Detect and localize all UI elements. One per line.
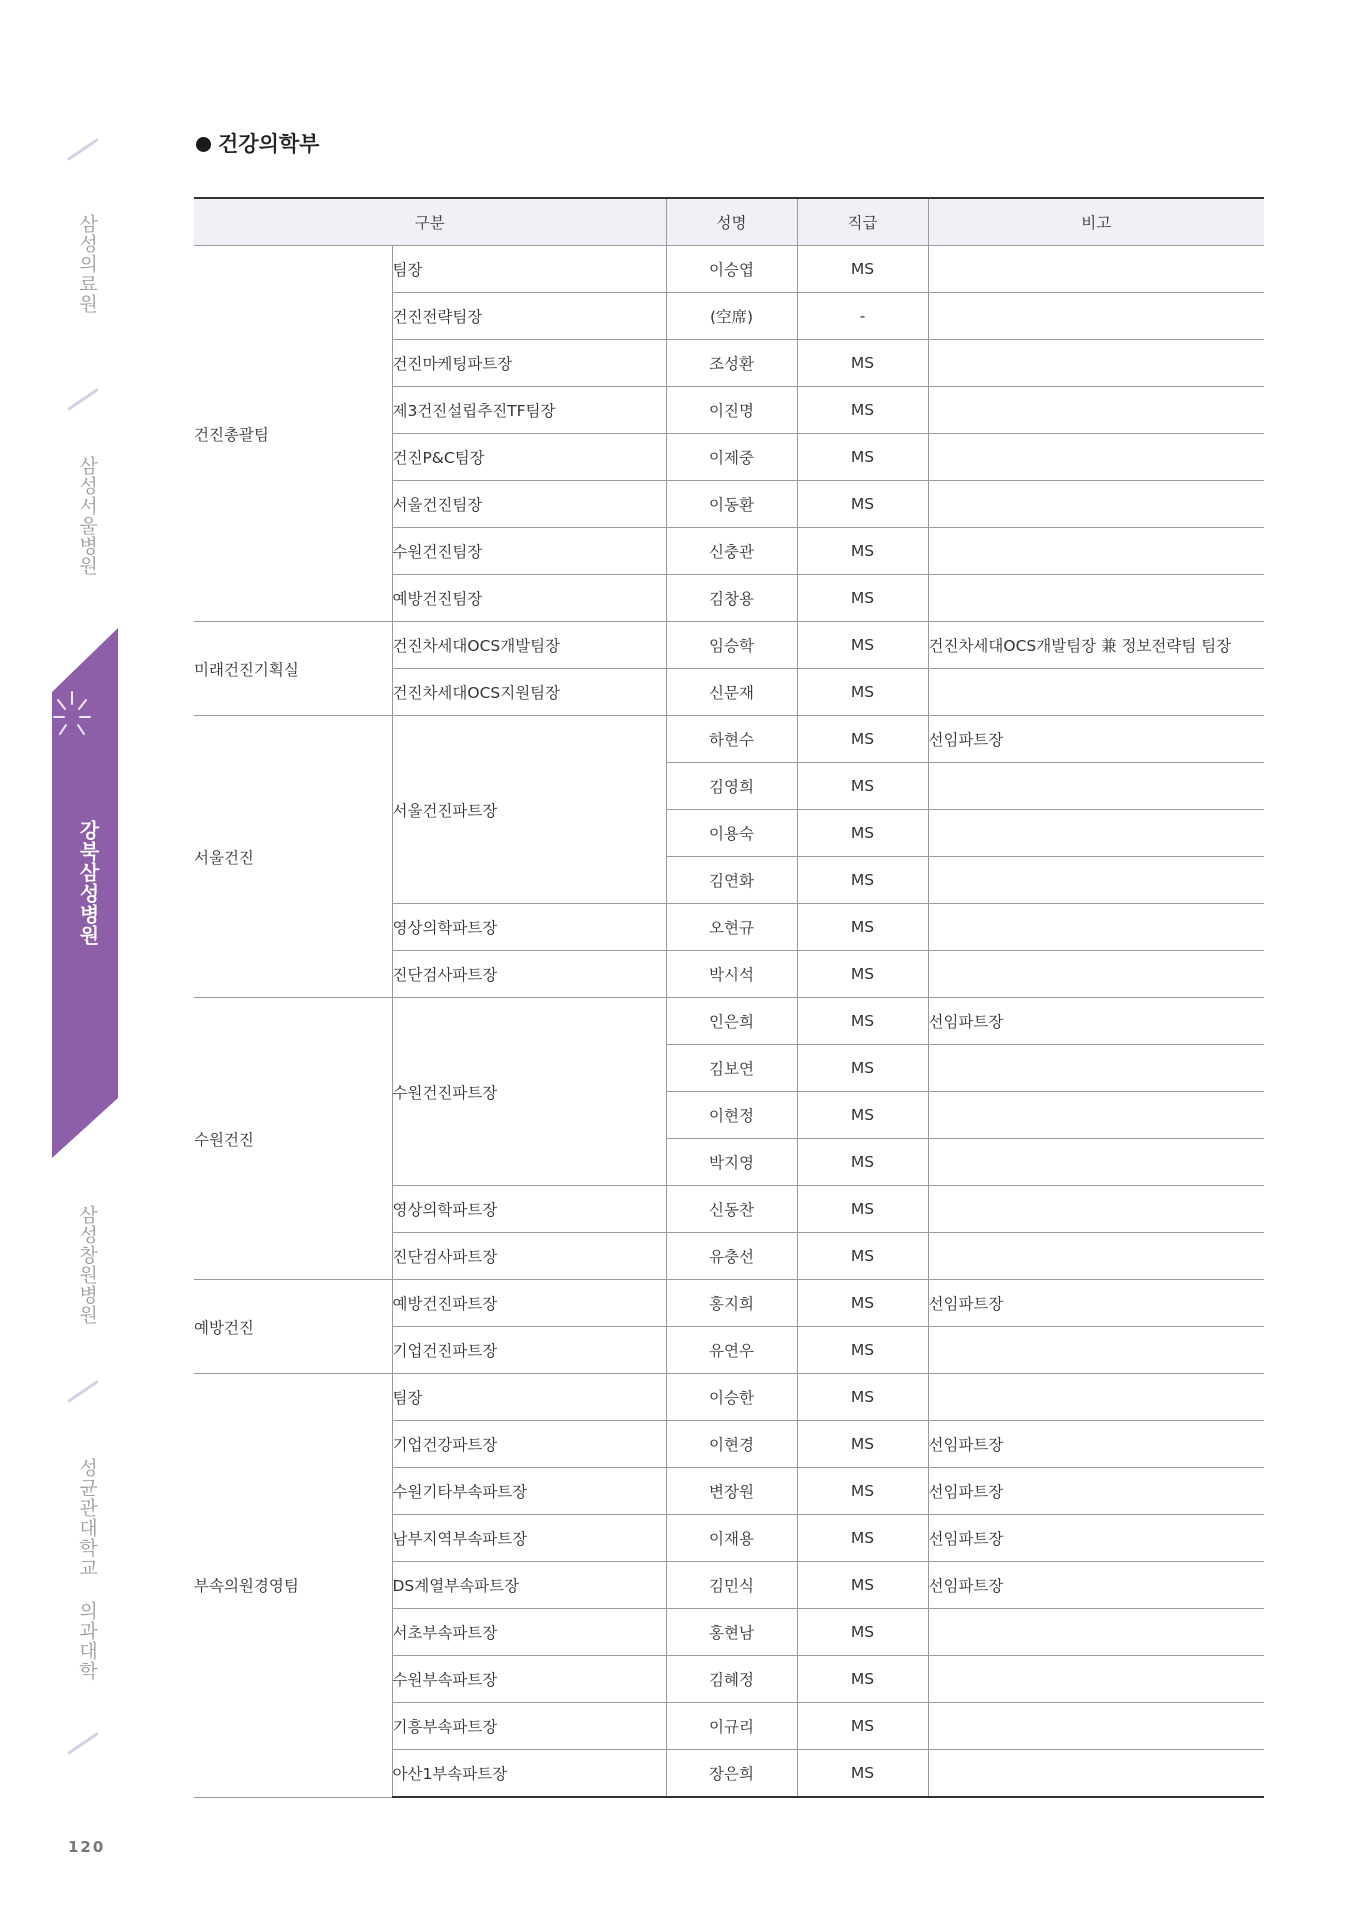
sidebar-item-kangbuk-samsung-hospital[interactable]: 강북삼성병원 xyxy=(76,820,100,946)
sub-cell: 팀장 xyxy=(392,1374,666,1421)
rank-cell: MS xyxy=(797,669,928,716)
note-cell xyxy=(928,1186,1264,1233)
name-cell: 인은희 xyxy=(666,998,797,1045)
name-cell: 이동환 xyxy=(666,481,797,528)
note-cell xyxy=(928,857,1264,904)
rank-cell: MS xyxy=(797,246,928,293)
rank-cell: MS xyxy=(797,1092,928,1139)
note-cell xyxy=(928,810,1264,857)
sub-cell: 건진차세대OCS개발팀장 xyxy=(392,622,666,669)
rank-cell: MS xyxy=(797,716,928,763)
sidebar-item-skku-school-of-medicine[interactable]: 성균관대학교 의과대학 xyxy=(76,1458,98,1681)
dept-cell: 부속의원경영팀 xyxy=(194,1374,392,1798)
sub-cell: 제3건진설립추진TF팀장 xyxy=(392,387,666,434)
table-row xyxy=(194,1280,1264,1327)
rank-cell: MS xyxy=(797,998,928,1045)
rank-cell: MS xyxy=(797,481,928,528)
name-cell: 김영희 xyxy=(666,763,797,810)
rank-cell: MS xyxy=(797,1186,928,1233)
name-cell: 홍지희 xyxy=(666,1280,797,1327)
note-cell xyxy=(928,1609,1264,1656)
name-cell: 김창용 xyxy=(666,575,797,622)
burst-icon xyxy=(52,690,92,740)
name-cell: 신충관 xyxy=(666,528,797,575)
name-cell: 김연화 xyxy=(666,857,797,904)
note-cell: 선임파트장 xyxy=(928,998,1264,1045)
sub-cell: 수원부속파트장 xyxy=(392,1656,666,1703)
table-row xyxy=(194,246,1264,293)
name-cell: 이승한 xyxy=(666,1374,797,1421)
note-cell xyxy=(928,340,1264,387)
header-rank: 직급 xyxy=(797,198,928,246)
section-title xyxy=(196,128,319,158)
note-cell xyxy=(928,1092,1264,1139)
sub-cell: 서울건진파트장 xyxy=(392,716,666,904)
rank-cell: MS xyxy=(797,1374,928,1421)
note-cell xyxy=(928,1750,1264,1798)
note-cell xyxy=(928,1045,1264,1092)
slash-divider-icon xyxy=(67,1732,99,1755)
rank-cell: MS xyxy=(797,857,928,904)
note-cell xyxy=(928,481,1264,528)
rank-cell: MS xyxy=(797,904,928,951)
name-cell: 홍현남 xyxy=(666,1609,797,1656)
name-cell: 신동찬 xyxy=(666,1186,797,1233)
name-cell: 이규리 xyxy=(666,1703,797,1750)
name-cell: 변장원 xyxy=(666,1468,797,1515)
rank-cell: MS xyxy=(797,528,928,575)
table-header-row xyxy=(194,198,1264,246)
sidebar-item-samsung-medical-center[interactable]: 삼성의료원 xyxy=(76,214,98,314)
sub-cell: 건진전략팀장 xyxy=(392,293,666,340)
note-cell: 선임파트장 xyxy=(928,1562,1264,1609)
note-cell: 선임파트장 xyxy=(928,1468,1264,1515)
name-cell: 이제중 xyxy=(666,434,797,481)
note-cell: 선임파트장 xyxy=(928,716,1264,763)
name-cell: 박지영 xyxy=(666,1139,797,1186)
name-cell: 박시석 xyxy=(666,951,797,998)
rank-cell: MS xyxy=(797,1139,928,1186)
note-cell xyxy=(928,1703,1264,1750)
sub-cell: 건진P&C팀장 xyxy=(392,434,666,481)
dept-cell: 건진총괄팀 xyxy=(194,246,392,622)
sub-cell: 진단검사파트장 xyxy=(392,951,666,998)
sub-cell: 남부지역부속파트장 xyxy=(392,1515,666,1562)
name-cell: 조성환 xyxy=(666,340,797,387)
rank-cell: - xyxy=(797,293,928,340)
sub-cell: 예방건진파트장 xyxy=(392,1280,666,1327)
sub-cell: 기업건진파트장 xyxy=(392,1327,666,1374)
name-cell: 이현경 xyxy=(666,1421,797,1468)
name-cell: (空席) xyxy=(666,293,797,340)
sub-cell: 기흥부속파트장 xyxy=(392,1703,666,1750)
sidebar-item-samsung-seoul-hospital[interactable]: 삼성서울병원 xyxy=(76,456,98,576)
rank-cell: MS xyxy=(797,622,928,669)
rank-cell: MS xyxy=(797,1280,928,1327)
name-cell: 이재용 xyxy=(666,1515,797,1562)
rank-cell: MS xyxy=(797,1656,928,1703)
rank-cell: MS xyxy=(797,1703,928,1750)
name-cell: 오현규 xyxy=(666,904,797,951)
note-cell xyxy=(928,763,1264,810)
sub-cell: 진단검사파트장 xyxy=(392,1233,666,1280)
section-title-text: 건강의학부 xyxy=(218,132,320,156)
rank-cell: MS xyxy=(797,1609,928,1656)
sub-cell: 서울건진팀장 xyxy=(392,481,666,528)
note-cell xyxy=(928,904,1264,951)
note-cell xyxy=(928,1656,1264,1703)
note-cell xyxy=(928,246,1264,293)
name-cell: 장은희 xyxy=(666,1750,797,1798)
rank-cell: MS xyxy=(797,951,928,998)
sub-cell: 수원건진파트장 xyxy=(392,998,666,1186)
dept-cell: 예방건진 xyxy=(194,1280,392,1374)
rank-cell: MS xyxy=(797,1750,928,1798)
name-cell: 이현정 xyxy=(666,1092,797,1139)
slash-divider-icon xyxy=(67,138,99,161)
sub-cell: DS계열부속파트장 xyxy=(392,1562,666,1609)
note-cell xyxy=(928,434,1264,481)
name-cell: 김혜정 xyxy=(666,1656,797,1703)
name-cell: 신문재 xyxy=(666,669,797,716)
header-category: 구분 xyxy=(194,198,666,246)
dept-cell: 서울건진 xyxy=(194,716,392,998)
side-navigation xyxy=(0,0,130,1920)
name-cell: 유충선 xyxy=(666,1233,797,1280)
note-cell xyxy=(928,575,1264,622)
page-number: 120 xyxy=(68,1838,106,1856)
note-cell xyxy=(928,293,1264,340)
name-cell: 김보연 xyxy=(666,1045,797,1092)
rank-cell: MS xyxy=(797,810,928,857)
name-cell: 임승학 xyxy=(666,622,797,669)
bullet-icon xyxy=(196,137,211,152)
rank-cell: MS xyxy=(797,1562,928,1609)
note-cell: 선임파트장 xyxy=(928,1515,1264,1562)
name-cell: 김민식 xyxy=(666,1562,797,1609)
sub-cell: 예방건진팀장 xyxy=(392,575,666,622)
sub-cell: 기업건강파트장 xyxy=(392,1421,666,1468)
header-name: 성명 xyxy=(666,198,797,246)
note-cell: 선임파트장 xyxy=(928,1421,1264,1468)
rank-cell: MS xyxy=(797,575,928,622)
table-row xyxy=(194,716,1264,763)
dept-cell: 미래건진기획실 xyxy=(194,622,392,716)
sub-cell: 건진차세대OCS지원팀장 xyxy=(392,669,666,716)
note-cell xyxy=(928,1374,1264,1421)
table-row xyxy=(194,998,1264,1045)
sub-cell: 건진마케팅파트장 xyxy=(392,340,666,387)
rank-cell: MS xyxy=(797,1515,928,1562)
note-cell: 건진차세대OCS개발팀장 兼 정보전략팀 팀장 xyxy=(928,622,1264,669)
sidebar-item-samsung-changwon-hospital[interactable]: 삼성창원병원 xyxy=(76,1205,98,1325)
note-cell xyxy=(928,669,1264,716)
sub-cell: 아산1부속파트장 xyxy=(392,1750,666,1798)
name-cell: 이진명 xyxy=(666,387,797,434)
rank-cell: MS xyxy=(797,1233,928,1280)
sub-cell: 영상의학파트장 xyxy=(392,1186,666,1233)
name-cell: 유연우 xyxy=(666,1327,797,1374)
rank-cell: MS xyxy=(797,1468,928,1515)
org-table xyxy=(194,197,1264,1798)
name-cell: 하현수 xyxy=(666,716,797,763)
rank-cell: MS xyxy=(797,1421,928,1468)
note-cell: 선임파트장 xyxy=(928,1280,1264,1327)
note-cell xyxy=(928,1233,1264,1280)
name-cell: 이승엽 xyxy=(666,246,797,293)
table-row xyxy=(194,622,1264,669)
rank-cell: MS xyxy=(797,763,928,810)
note-cell xyxy=(928,528,1264,575)
note-cell xyxy=(928,1327,1264,1374)
sub-cell: 영상의학파트장 xyxy=(392,904,666,951)
note-cell xyxy=(928,387,1264,434)
slash-divider-icon xyxy=(67,1380,99,1403)
name-cell: 이용숙 xyxy=(666,810,797,857)
dept-cell: 수원건진 xyxy=(194,998,392,1280)
note-cell xyxy=(928,1139,1264,1186)
sub-cell: 수원기타부속파트장 xyxy=(392,1468,666,1515)
table-row xyxy=(194,1374,1264,1421)
rank-cell: MS xyxy=(797,1045,928,1092)
sub-cell: 팀장 xyxy=(392,246,666,293)
slash-divider-icon xyxy=(67,388,99,411)
rank-cell: MS xyxy=(797,340,928,387)
sub-cell: 수원건진팀장 xyxy=(392,528,666,575)
sub-cell: 서초부속파트장 xyxy=(392,1609,666,1656)
rank-cell: MS xyxy=(797,387,928,434)
note-cell xyxy=(928,951,1264,998)
rank-cell: MS xyxy=(797,1327,928,1374)
rank-cell: MS xyxy=(797,434,928,481)
header-note: 비고 xyxy=(928,198,1264,246)
